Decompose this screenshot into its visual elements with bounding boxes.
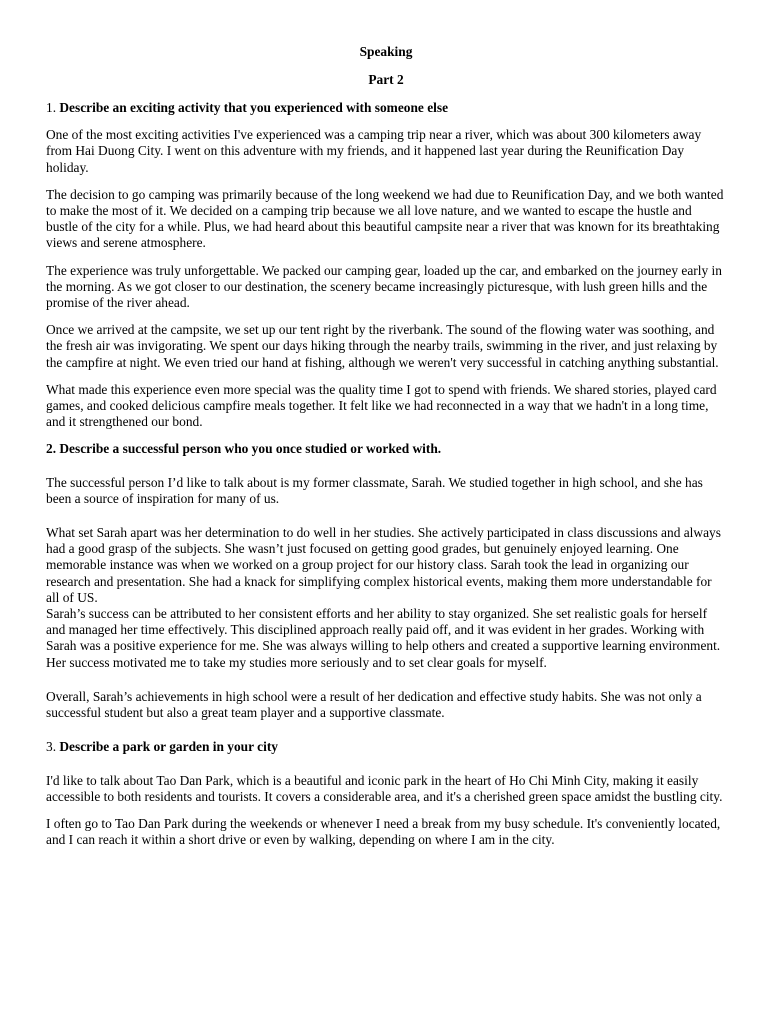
question-1-number: 1. <box>46 100 60 115</box>
q1-paragraph-5: What made this experience even more special was the quality time I got to spend with friends. We shared stories, played card games, and cooked delicious campfire meals together. It felt like we had reconnected in a way that we hadn't in a long time, and it strengthened our bond. <box>46 381 717 430</box>
q3-paragraph-1: I'd like to talk about Tao Dan Park, which is a beautiful and iconic park in the heart of Ho Chi Minh City, making it easily accessible to both residents and tourists. It covers a considerable area, and it's a cherished green space amidst the bustling city. <box>46 772 723 804</box>
document-heading: Speaking <box>359 44 413 59</box>
question-3-number: 3. <box>46 739 60 755</box>
question-1-title: Describe an exciting activity that you experienced with someone else <box>59 100 449 115</box>
question-2-title: 2. Describe a successful person who you once studied or worked with. <box>46 441 442 457</box>
document-subheading: Part 2 <box>368 72 404 87</box>
q2-paragraph-2: What set Sarah apart was her determination to do well in her studies. She actively participated in class discussions and always had a good grasp of the subjects. She wasn’t just focused on getting good grades, but genuinely enjoyed learning. One memorable instance was when we worked on a group project for our history class. Sarah took the lead in organizing our research and presentation. She had a knack for simplifying complex historical events, making them more understandable for all of US. <box>46 525 721 605</box>
q2-paragraph-4: Overall, Sarah’s achievements in high school were a result of her dedication and effective study habits. She was not only a successful student but also a great team player and a supportive classmate. <box>46 688 702 721</box>
q3-paragraph-2: I often go to Tao Dan Park during the weekends or whenever I need a break from my busy schedule. It's conveniently located, and I can reach it within a short drive or even by walking, depending on where I am in the city. <box>46 815 721 848</box>
question-1-heading <box>46 100 726 116</box>
q2-paragraph-3: Sarah’s success can be attributed to her consistent efforts and her ability to stay organized. She set realistic goals for herself and managed her time effectively. This disciplined approach really paid off, and it was evident in her grades. Working with Sarah was a positive experience for me. She was always willing to help others and created a supportive learning environment. Her success motivated me to take my studies more seriously and to set clear goals for myself. <box>46 606 721 670</box>
q1-paragraph-1: One of the most exciting activities I've experienced was a camping trip near a river, which was about 300 kilometers away from Hai Duong City. I went on this adventure with my friends, and it happened last year during the Reunification Day holiday. <box>46 127 702 175</box>
question-3-heading <box>46 739 726 755</box>
q1-paragraph-3: The experience was truly unforgettable. We packed our camping gear, loaded up the car, and embarked on the journey early in the morning. As we got closer to our destination, the scenery became increasingly picturesque, with lush green hills and the promise of the river ahead. <box>46 262 722 311</box>
q2-paragraph-1: The successful person I’d like to talk about is my former classmate, Sarah. We studied together in high school, and she has been a source of inspiration for many of us. <box>46 474 703 506</box>
document-page <box>46 44 726 859</box>
question-2-heading <box>46 441 726 457</box>
q1-paragraph-2: The decision to go camping was primarily because of the long weekend we had due to Reunification Day, and we both wanted to make the most of it. We decided on a camping trip because we all love nature, and we wanted to escape the hustle and bustle of the city for a while. Plus, we had heard about this beautiful campsite near a river that was known for its breathtaking views and serene atmosphere. <box>46 186 724 251</box>
question-3-title: Describe a park or garden in your city <box>59 739 278 755</box>
q1-paragraph-4: Once we arrived at the campsite, we set up our tent right by the riverbank. The sound of the flowing water was soothing, and the fresh air was invigorating. We spent our days hiking through the nearby trails, swimming in the river, and just relaxing by the campfire at night. We even tried our hand at fishing, although we weren't very successful in catching anything substantial. <box>46 322 719 370</box>
